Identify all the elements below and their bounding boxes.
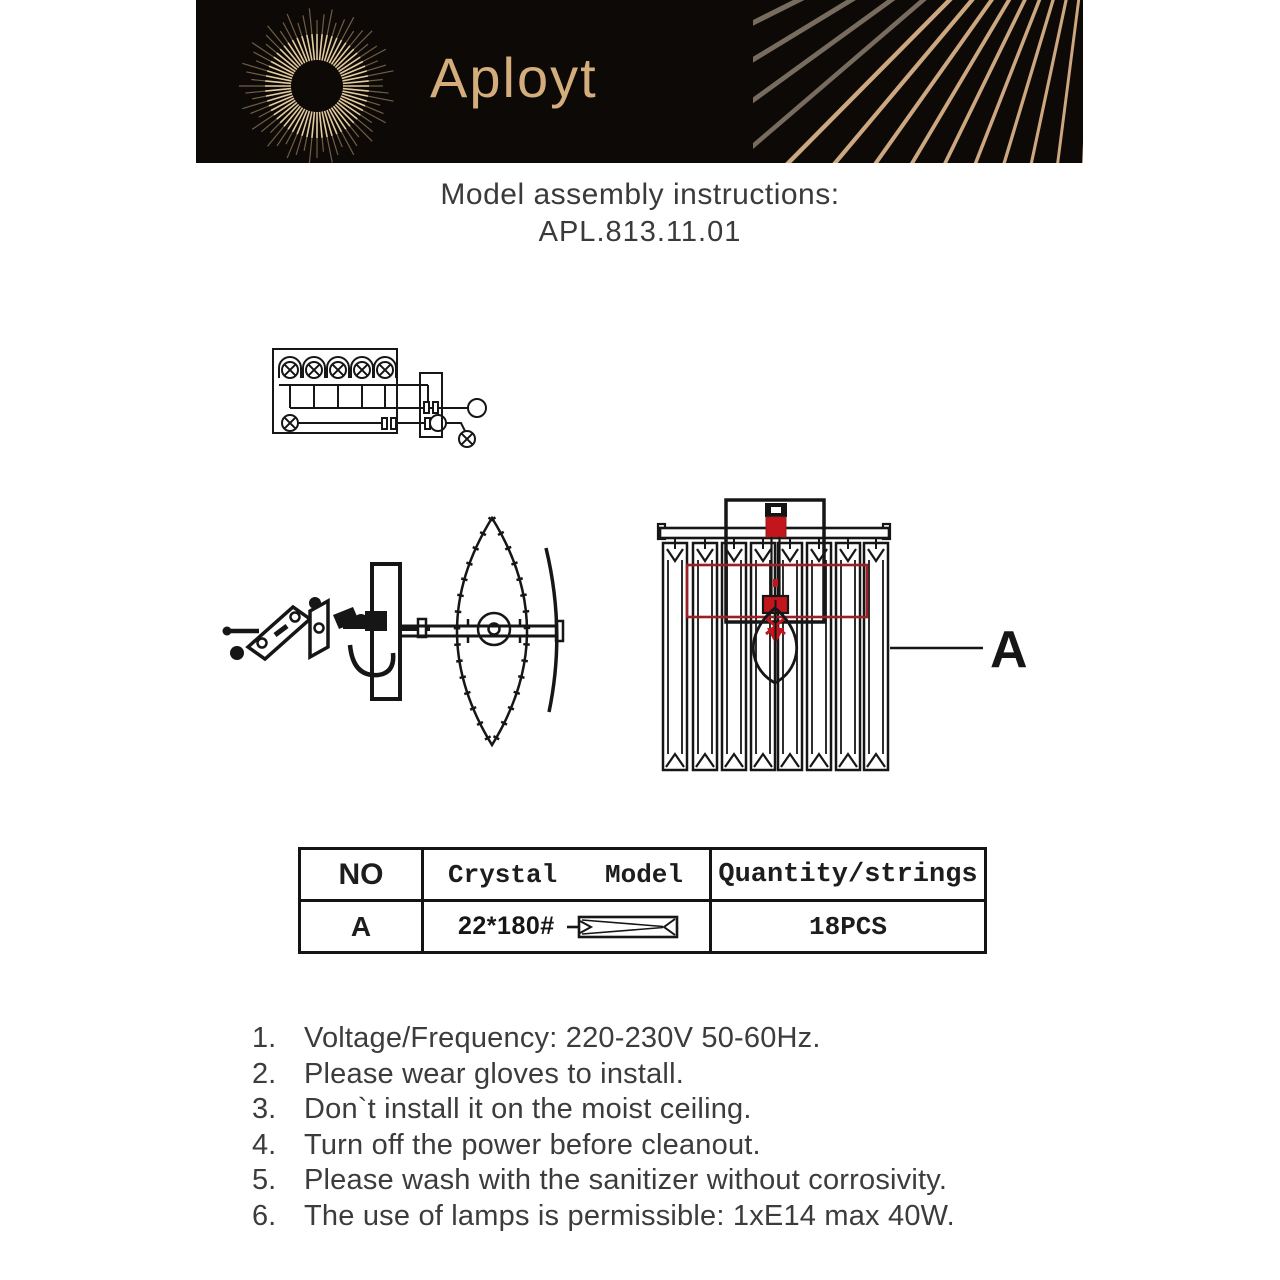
rays-decoration-icon xyxy=(753,0,1083,163)
list-item xyxy=(252,1022,1082,1058)
col-header-crystal: Crystal xyxy=(448,859,558,890)
crystal-prism-icon xyxy=(565,912,685,942)
list-item xyxy=(252,1129,1082,1165)
instructions-list xyxy=(252,1022,1082,1236)
parts-table xyxy=(298,847,987,954)
col-header-quantity: Quantity/strings xyxy=(712,850,984,902)
col-header-model: Model xyxy=(604,859,683,890)
list-item xyxy=(252,1093,1082,1129)
brand-banner xyxy=(196,0,1083,163)
list-item xyxy=(252,1200,1082,1236)
model-number: APL.813.11.01 xyxy=(538,216,742,248)
col-header-crystal-model xyxy=(424,850,712,902)
item-number: 3. xyxy=(252,1093,277,1126)
item-number: 5. xyxy=(252,1164,277,1197)
item-number: 1. xyxy=(252,1022,277,1054)
crystal-size: 22*180# xyxy=(458,912,555,940)
list-item xyxy=(252,1058,1082,1094)
page-title: Model assembly instructions: xyxy=(440,178,840,211)
side-view-diagram xyxy=(215,495,585,780)
item-number: 6. xyxy=(252,1199,277,1232)
item-text: Turn off the power before cleanout. xyxy=(304,1128,761,1161)
item-number: 4. xyxy=(252,1128,277,1161)
row-a-quantity: 18PCS xyxy=(808,911,887,942)
wiring-diagram xyxy=(248,330,548,475)
starburst-logo-icon xyxy=(196,0,446,163)
row-a-crystal-model xyxy=(424,902,712,951)
item-number: 2. xyxy=(252,1057,277,1090)
front-view-diagram xyxy=(630,480,1040,810)
list-item xyxy=(252,1164,1082,1200)
item-text: The use of lamps is permissible: 1xE14 max 40W. xyxy=(304,1199,955,1232)
brand-text: Aployt xyxy=(430,46,598,109)
item-text: Voltage/Frequency: 220-230V 50-60Hz. xyxy=(304,1022,821,1054)
item-text: Don`t install it on the moist ceiling. xyxy=(304,1093,752,1126)
item-text: Please wash with the sanitizer without corrosivity. xyxy=(304,1164,948,1197)
col-header-no: NO xyxy=(301,850,424,902)
part-a-label: A xyxy=(990,621,1028,679)
item-text: Please wear gloves to install. xyxy=(304,1057,684,1090)
row-a-no: A xyxy=(301,902,424,951)
